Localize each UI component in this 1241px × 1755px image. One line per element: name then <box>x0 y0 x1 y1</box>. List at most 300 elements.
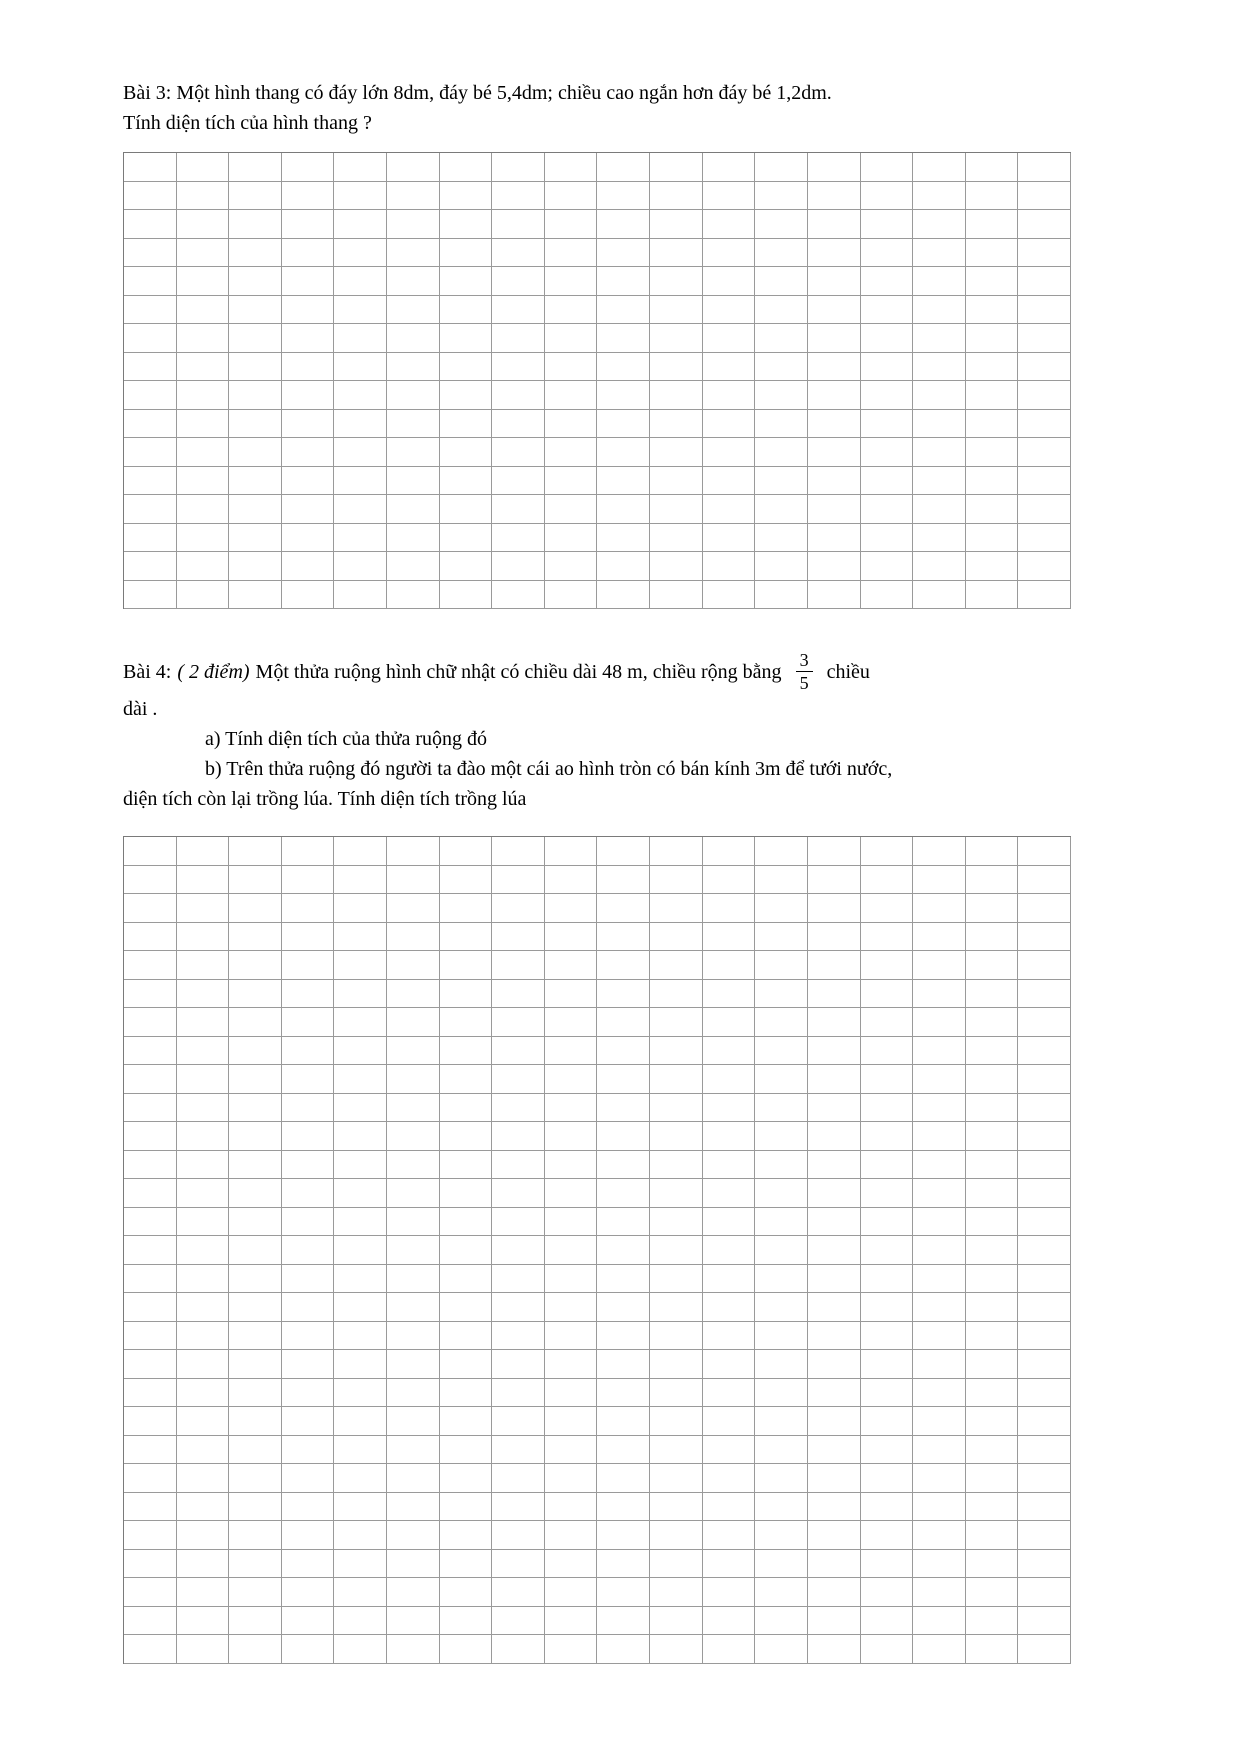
grid-cell <box>492 1236 545 1265</box>
grid-cell <box>387 524 440 553</box>
grid-cell <box>703 894 756 923</box>
grid-cell <box>597 210 650 239</box>
grid-cell <box>1018 1436 1071 1465</box>
grid-cell <box>334 438 387 467</box>
grid-cell <box>703 1550 756 1579</box>
grid-cell <box>808 1322 861 1351</box>
grid-cell <box>545 581 598 610</box>
grid-cell <box>334 923 387 952</box>
grid-cell <box>334 1293 387 1322</box>
grid-cell <box>282 1350 335 1379</box>
grid-cell <box>1018 239 1071 268</box>
grid-cell <box>966 837 1019 866</box>
grid-cell <box>755 1493 808 1522</box>
grid-cell <box>124 1151 177 1180</box>
grid-cell <box>755 866 808 895</box>
grid-cell <box>808 923 861 952</box>
grid-cell <box>913 467 966 496</box>
grid-cell <box>913 951 966 980</box>
grid-cell <box>703 438 756 467</box>
grid-cell <box>703 866 756 895</box>
grid-cell <box>177 1208 230 1237</box>
grid-cell <box>966 1008 1019 1037</box>
grid-cell <box>440 837 493 866</box>
grid-cell <box>703 581 756 610</box>
grid-cell <box>966 1094 1019 1123</box>
grid-cell <box>1018 923 1071 952</box>
grid-cell <box>282 866 335 895</box>
grid-cell <box>124 495 177 524</box>
grid-cell <box>545 980 598 1009</box>
grid-cell <box>545 1379 598 1408</box>
grid-cell <box>1018 1493 1071 1522</box>
page-content <box>123 0 1071 1664</box>
grid-cell <box>440 1037 493 1066</box>
grid-cell <box>387 1550 440 1579</box>
grid-cell <box>755 1293 808 1322</box>
grid-cell <box>124 1094 177 1123</box>
grid-cell <box>755 552 808 581</box>
grid-cell <box>703 837 756 866</box>
grid-cell <box>177 1151 230 1180</box>
grid-cell <box>334 552 387 581</box>
grid-cell <box>282 1065 335 1094</box>
grid-cell <box>440 1008 493 1037</box>
grid-cell <box>597 1293 650 1322</box>
grid-cell <box>124 353 177 382</box>
grid-cell <box>124 1008 177 1037</box>
grid-cell <box>124 1322 177 1351</box>
grid-cell <box>177 1379 230 1408</box>
grid-cell <box>282 1236 335 1265</box>
grid-cell <box>755 1065 808 1094</box>
grid-cell <box>282 837 335 866</box>
grid-cell <box>703 381 756 410</box>
grid-cell <box>229 353 282 382</box>
grid-cell <box>282 239 335 268</box>
grid-cell <box>387 894 440 923</box>
grid-cell <box>387 1179 440 1208</box>
grid-cell <box>124 524 177 553</box>
grid-cell <box>597 581 650 610</box>
grid-cell <box>1018 1379 1071 1408</box>
grid-cell <box>861 182 914 211</box>
grid-cell <box>177 1065 230 1094</box>
grid-cell <box>334 381 387 410</box>
grid-cell <box>808 1293 861 1322</box>
grid-cell <box>229 524 282 553</box>
grid-cell <box>650 524 703 553</box>
grid-cell <box>334 296 387 325</box>
grid-cell <box>387 980 440 1009</box>
grid-cell <box>124 1350 177 1379</box>
grid-cell <box>124 1436 177 1465</box>
grid-cell <box>597 324 650 353</box>
grid-cell <box>492 1493 545 1522</box>
grid-cell <box>913 1179 966 1208</box>
grid-cell <box>966 210 1019 239</box>
grid-cell <box>387 210 440 239</box>
grid-cell <box>545 182 598 211</box>
grid-cell <box>229 467 282 496</box>
grid-cell <box>1018 1521 1071 1550</box>
grid-cell <box>861 524 914 553</box>
grid-cell <box>545 239 598 268</box>
grid-cell <box>597 1179 650 1208</box>
grid-cell <box>861 1350 914 1379</box>
grid-cell <box>861 410 914 439</box>
grid-cell <box>1018 1265 1071 1294</box>
grid-cell <box>229 410 282 439</box>
grid-cell <box>703 1151 756 1180</box>
grid-cell <box>334 980 387 1009</box>
grid-cell <box>282 1493 335 1522</box>
grid-cell <box>177 980 230 1009</box>
grid-cell <box>492 1635 545 1664</box>
grid-cell <box>755 1151 808 1180</box>
grid-cell <box>808 1607 861 1636</box>
grid-cell <box>597 894 650 923</box>
grid-cell <box>334 951 387 980</box>
grid-cell <box>1018 1037 1071 1066</box>
grid-cell <box>650 353 703 382</box>
grid-cell <box>650 296 703 325</box>
grid-cell <box>597 239 650 268</box>
grid-cell <box>913 1578 966 1607</box>
fraction-three-fifths <box>796 649 813 694</box>
grid-cell <box>650 1208 703 1237</box>
grid-cell <box>966 923 1019 952</box>
grid-cell <box>703 1493 756 1522</box>
grid-cell <box>282 1037 335 1066</box>
grid-cell <box>124 1208 177 1237</box>
grid-cell <box>913 524 966 553</box>
grid-cell <box>966 239 1019 268</box>
grid-cell <box>966 495 1019 524</box>
grid-cell <box>861 438 914 467</box>
grid-cell <box>387 495 440 524</box>
grid-cell <box>1018 1065 1071 1094</box>
grid-cell <box>913 1094 966 1123</box>
grid-cell <box>808 1550 861 1579</box>
grid-cell <box>282 1208 335 1237</box>
grid-cell <box>334 353 387 382</box>
answer-grid-problem-4 <box>123 836 1071 1664</box>
grid-cell <box>650 1635 703 1664</box>
grid-cell <box>545 1464 598 1493</box>
grid-cell <box>703 1122 756 1151</box>
grid-cell <box>492 1293 545 1322</box>
grid-cell <box>966 1350 1019 1379</box>
grid-cell <box>808 353 861 382</box>
grid-cell <box>440 1379 493 1408</box>
grid-cell <box>1018 1464 1071 1493</box>
grid-cell <box>755 1008 808 1037</box>
grid-cell <box>966 581 1019 610</box>
grid-cell <box>177 239 230 268</box>
grid-cell <box>229 1436 282 1465</box>
grid-cell <box>545 410 598 439</box>
grid-cell <box>913 1151 966 1180</box>
grid-cell <box>124 1407 177 1436</box>
grid-cell <box>124 1493 177 1522</box>
grid-cell <box>387 1151 440 1180</box>
grid-cell <box>703 353 756 382</box>
problem-4-item-b-line-1: b) Trên thửa ruộng đó người ta đào một cái ao hình tròn có bán kính 3m để tưới nước, <box>205 758 893 780</box>
grid-cell <box>755 980 808 1009</box>
grid-cell <box>650 1521 703 1550</box>
grid-cell <box>913 324 966 353</box>
grid-cell <box>755 1179 808 1208</box>
grid-cell <box>229 381 282 410</box>
grid-cell <box>177 1008 230 1037</box>
problem-4-text-before-fraction: Một thửa ruộng hình chữ nhật có chiều dài 48 m, chiều rộng bằng <box>255 660 782 683</box>
grid-cell <box>703 1236 756 1265</box>
grid-cell <box>387 1008 440 1037</box>
grid-cell <box>229 1350 282 1379</box>
grid-cell <box>177 866 230 895</box>
grid-cell <box>545 1322 598 1351</box>
grid-cell <box>1018 1578 1071 1607</box>
grid-cell <box>545 1607 598 1636</box>
grid-cell <box>966 1493 1019 1522</box>
grid-cell <box>861 1493 914 1522</box>
grid-cell <box>861 381 914 410</box>
grid-cell <box>229 581 282 610</box>
grid-cell <box>492 1436 545 1465</box>
grid-cell <box>1018 1322 1071 1351</box>
grid-cell <box>545 467 598 496</box>
grid-cell <box>650 1407 703 1436</box>
grid-cell <box>861 1464 914 1493</box>
grid-cell <box>650 1379 703 1408</box>
grid-cell <box>808 381 861 410</box>
grid-cell <box>492 581 545 610</box>
grid-cell <box>597 524 650 553</box>
grid-cell <box>650 1350 703 1379</box>
grid-cell <box>545 267 598 296</box>
grid-cell <box>334 1122 387 1151</box>
grid-cell <box>334 1208 387 1237</box>
grid-cell <box>492 1037 545 1066</box>
grid-cell <box>177 1635 230 1664</box>
grid-cell <box>808 1265 861 1294</box>
grid-cell <box>650 495 703 524</box>
grid-cell <box>440 239 493 268</box>
grid-cell <box>861 467 914 496</box>
grid-cell <box>808 1094 861 1123</box>
grid-cell <box>650 182 703 211</box>
grid-cell <box>282 980 335 1009</box>
grid-cell <box>229 980 282 1009</box>
grid-cell <box>597 1236 650 1265</box>
grid-cell <box>808 239 861 268</box>
grid-cell <box>913 1464 966 1493</box>
grid-cell <box>913 381 966 410</box>
grid-cell <box>177 182 230 211</box>
grid-cell <box>492 923 545 952</box>
grid-cell <box>545 951 598 980</box>
grid-cell <box>703 324 756 353</box>
grid-cell <box>1018 410 1071 439</box>
grid-cell <box>229 1493 282 1522</box>
grid-cell <box>387 1322 440 1351</box>
grid-cell <box>229 1322 282 1351</box>
grid-cell <box>1018 1635 1071 1664</box>
fraction-denominator: 5 <box>796 671 813 694</box>
grid-cell <box>177 1607 230 1636</box>
grid-cell <box>229 1521 282 1550</box>
grid-cell <box>492 467 545 496</box>
grid-cell <box>650 837 703 866</box>
grid-cell <box>545 1208 598 1237</box>
grid-cell <box>650 381 703 410</box>
grid-cell <box>966 1122 1019 1151</box>
grid-cell <box>808 267 861 296</box>
grid-cell <box>229 438 282 467</box>
grid-cell <box>282 524 335 553</box>
grid-cell <box>282 1407 335 1436</box>
grid-cell <box>124 1550 177 1579</box>
fraction-numerator: 3 <box>799 650 809 670</box>
grid-cell <box>387 1436 440 1465</box>
grid-cell <box>492 980 545 1009</box>
grid-cell <box>913 1208 966 1237</box>
grid-cell <box>334 1436 387 1465</box>
grid-cell <box>755 1322 808 1351</box>
grid-cell <box>650 1578 703 1607</box>
grid-cell <box>282 552 335 581</box>
grid-cell <box>545 894 598 923</box>
grid-cell <box>387 410 440 439</box>
grid-cell <box>545 1293 598 1322</box>
grid-cell <box>650 467 703 496</box>
grid-cell <box>1018 1293 1071 1322</box>
grid-cell <box>440 1265 493 1294</box>
grid-cell <box>966 1635 1019 1664</box>
grid-cell <box>545 1493 598 1522</box>
grid-cell <box>440 1578 493 1607</box>
grid-cell <box>387 1607 440 1636</box>
grid-cell <box>913 1379 966 1408</box>
grid-cell <box>229 1293 282 1322</box>
grid-cell <box>861 1578 914 1607</box>
grid-cell <box>387 1464 440 1493</box>
grid-cell <box>440 210 493 239</box>
grid-cell <box>703 1065 756 1094</box>
grid-cell <box>808 866 861 895</box>
grid-cell <box>597 1493 650 1522</box>
grid-cell <box>861 894 914 923</box>
grid-cell <box>492 1208 545 1237</box>
problem-4-item-a: a) Tính diện tích của thửa ruộng đó <box>205 728 488 750</box>
grid-cell <box>1018 1607 1071 1636</box>
grid-cell <box>861 1322 914 1351</box>
grid-cell <box>755 495 808 524</box>
grid-cell <box>229 951 282 980</box>
grid-cell <box>650 267 703 296</box>
grid-cell <box>334 1635 387 1664</box>
grid-cell <box>440 495 493 524</box>
grid-cell <box>177 1094 230 1123</box>
grid-cell <box>703 1407 756 1436</box>
grid-cell <box>545 1578 598 1607</box>
grid-cell <box>545 524 598 553</box>
grid-cell <box>492 552 545 581</box>
grid-cell <box>597 495 650 524</box>
grid-cell <box>492 837 545 866</box>
grid-cell <box>755 182 808 211</box>
grid-cell <box>1018 1350 1071 1379</box>
grid-cell <box>597 1122 650 1151</box>
grid-cell <box>440 1436 493 1465</box>
problem-3-line-2: Tính diện tích của hình thang ? <box>123 112 372 134</box>
grid-cell <box>492 239 545 268</box>
grid-cell <box>177 923 230 952</box>
grid-cell <box>966 1265 1019 1294</box>
grid-cell <box>1018 1094 1071 1123</box>
grid-cell <box>229 1550 282 1579</box>
grid-cell <box>492 1521 545 1550</box>
grid-cell <box>755 1236 808 1265</box>
grid-cell <box>597 1037 650 1066</box>
grid-cell <box>808 1236 861 1265</box>
grid-cell <box>755 951 808 980</box>
grid-cell <box>387 1094 440 1123</box>
grid-cell <box>966 524 1019 553</box>
grid-cell <box>1018 951 1071 980</box>
grid-cell <box>124 1236 177 1265</box>
grid-cell <box>177 1265 230 1294</box>
grid-cell <box>492 296 545 325</box>
grid-cell <box>808 1578 861 1607</box>
grid-cell <box>124 1037 177 1066</box>
grid-cell <box>229 1265 282 1294</box>
grid-cell <box>177 894 230 923</box>
grid-cell <box>650 1236 703 1265</box>
grid-cell <box>387 1578 440 1607</box>
grid-cell <box>334 1065 387 1094</box>
grid-cell <box>282 1122 335 1151</box>
grid-cell <box>597 1094 650 1123</box>
grid-cell <box>124 1607 177 1636</box>
grid-cell <box>334 495 387 524</box>
grid-cell <box>282 1379 335 1408</box>
grid-cell <box>650 438 703 467</box>
grid-cell <box>597 410 650 439</box>
grid-cell <box>334 1094 387 1123</box>
grid-cell <box>1018 1208 1071 1237</box>
grid-cell <box>545 153 598 182</box>
grid-cell <box>282 1293 335 1322</box>
grid-cell <box>492 267 545 296</box>
grid-cell <box>913 1236 966 1265</box>
grid-cell <box>545 1037 598 1066</box>
grid-cell <box>440 324 493 353</box>
grid-cell <box>650 1550 703 1579</box>
grid-cell <box>124 381 177 410</box>
grid-cell <box>913 1065 966 1094</box>
grid-cell <box>703 1322 756 1351</box>
grid-cell <box>755 1094 808 1123</box>
problem-4-item-b-line-2: diện tích còn lại trồng lúa. Tính diện tích trồng lúa <box>123 788 527 810</box>
grid-cell <box>545 1350 598 1379</box>
grid-cell <box>387 1521 440 1550</box>
grid-cell <box>703 1179 756 1208</box>
grid-cell <box>334 581 387 610</box>
grid-cell <box>440 1208 493 1237</box>
grid-cell <box>440 438 493 467</box>
